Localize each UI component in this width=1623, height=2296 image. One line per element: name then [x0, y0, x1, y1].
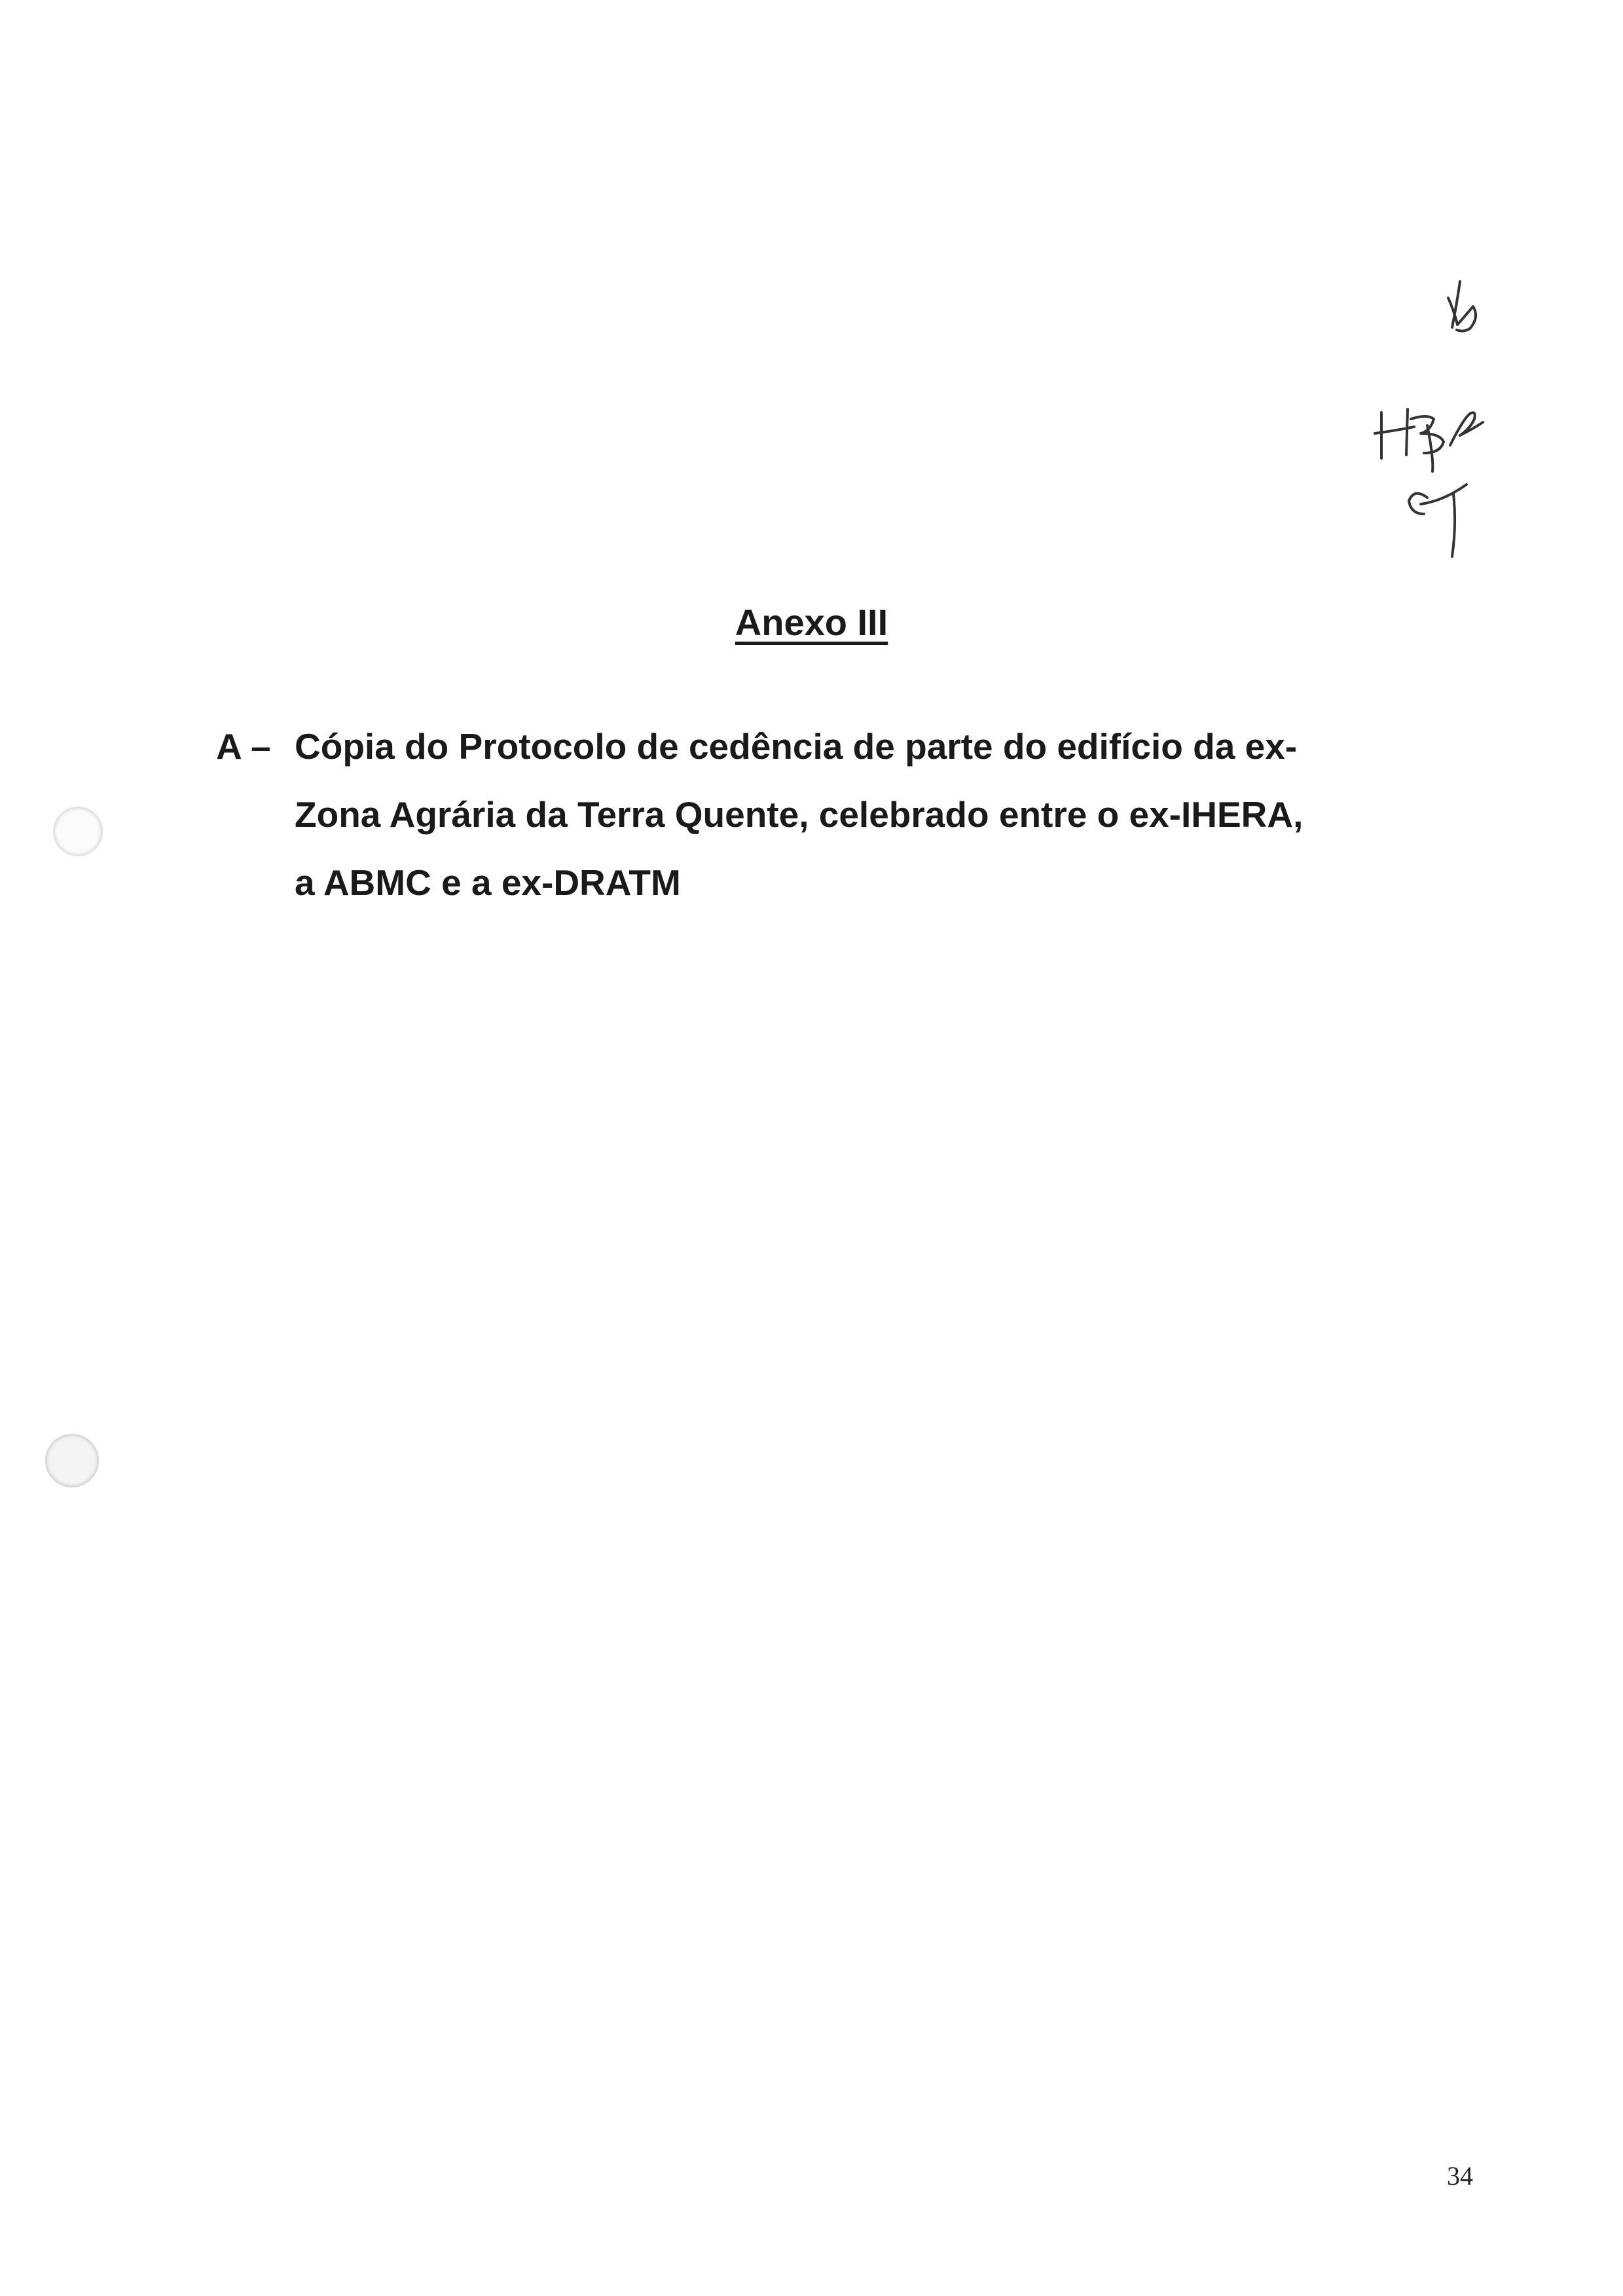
- annex-title: [0, 601, 1623, 644]
- handwritten-signature-middle: [1375, 409, 1483, 471]
- item-line-2: Zona Agrária da Terra Quente, celebrado entre o ex-IHERA,: [295, 794, 1304, 835]
- punch-hole-bottom: [45, 1434, 99, 1487]
- item-line-1: Cópia do Protocolo de cedência de parte do edifício da ex-: [295, 726, 1298, 767]
- punch-hole-top: [53, 807, 103, 856]
- page-number: 34: [1447, 2161, 1473, 2191]
- annex-item-a: [216, 712, 1434, 917]
- handwritten-signatures: [1336, 262, 1532, 576]
- item-line-3: a ABMC e a ex-DRATM: [295, 862, 681, 903]
- annex-title-text: Anexo III: [735, 602, 888, 643]
- initial-signature-top: [1448, 282, 1476, 331]
- item-marker: A –: [216, 726, 271, 767]
- initial-signature-bottom: [1409, 484, 1467, 556]
- item-text: [295, 712, 1434, 917]
